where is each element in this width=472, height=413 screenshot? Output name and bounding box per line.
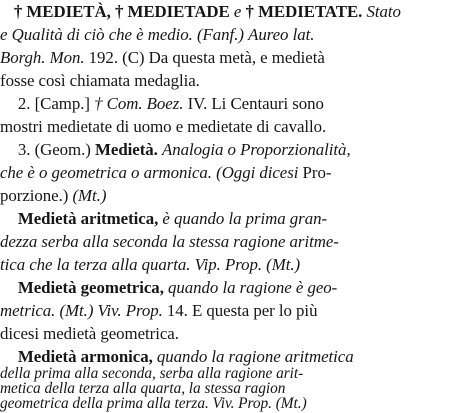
sense-3-definition-a: Analogia o Proporzionalità,	[161, 140, 351, 159]
sense-3-line-1	[0, 140, 468, 159]
sense-2-text-b: mostri medietate di uomo e medietate di cavallo.	[0, 117, 327, 136]
sense-3-definition-c: Pro-	[302, 163, 332, 182]
aritmetica-head: Medietà aritmetica,	[17, 209, 159, 228]
entry-line-3	[0, 48, 468, 67]
aritmetica-text-b: dezza serba alla seconda la stessa ragione aritme-	[0, 232, 339, 251]
geometrica-text-c: dicesi medietà geometrica.	[0, 324, 179, 343]
geometrica-text-b-roman: 14. E questa per lo più	[166, 301, 318, 320]
sense-3-number: 3.	[17, 140, 31, 159]
definition-text: e Qualità di ciò che è medio.	[0, 25, 193, 44]
armonica-head: Medietà armonica,	[17, 347, 153, 366]
geometrica-line-1	[0, 278, 468, 297]
armonica-text-b: della prima alla seconda, serba alla ragione arit-	[0, 365, 304, 382]
armonica-text-d: geometrica della prima alla terza. Viv. Prop. (Mt.)	[0, 395, 307, 412]
entry-line-2	[0, 25, 468, 44]
sense-3-area: (Geom.)	[34, 140, 91, 159]
sense-2-line-1	[0, 94, 468, 113]
sense-3-definition-b: che è o geometrica o armonica. (Oggi dicesi	[0, 163, 299, 182]
sense-2-line-2	[0, 117, 468, 136]
conjunction: e	[233, 2, 242, 21]
example-text-1a: Da questa metà, e medietà	[148, 48, 325, 67]
entry-line-4	[0, 71, 468, 90]
sense-3-definition-d: porzione.)	[0, 186, 69, 205]
definition-intro: Stato	[366, 2, 401, 21]
armonica-line-1	[0, 347, 468, 366]
sense-2-source: † Com. Boez.	[94, 94, 184, 113]
sense-3-head: Medietà.	[95, 140, 158, 159]
geometrica-head: Medietà geometrica,	[17, 278, 164, 297]
source-fanf: (Fanf.)	[196, 25, 244, 44]
sense-3-line-3	[0, 186, 468, 205]
aritmetica-text-a: è quando la prima gran-	[162, 209, 328, 228]
aritmetica-text-c: tica che la terza alla quarta. Vip. Prop. (Mt.)	[0, 255, 301, 274]
sense-2-area: [Camp.]	[34, 94, 90, 113]
example-text-1b: fosse così chiamata medaglia.	[0, 71, 200, 90]
sense-2-number: 2.	[17, 94, 31, 113]
sense-3-line-2	[0, 163, 468, 182]
source-aureo: Aureo lat.	[248, 25, 315, 44]
headword-final: † MEDIETATE.	[245, 2, 363, 21]
source-borgh: Borgh. Mon.	[0, 48, 85, 67]
headword-variants: † MEDIETÀ, † MEDIETADE	[13, 2, 230, 21]
geometrica-line-3	[0, 324, 468, 343]
geometrica-text-b: metrica. (Mt.) Viv. Prop.	[0, 301, 163, 320]
aritmetica-line-3	[0, 255, 468, 274]
armonica-line-4	[0, 396, 468, 412]
source-page: 192.	[88, 48, 118, 67]
armonica-text-a: quando la ragione aritmetica	[156, 347, 354, 366]
geometrica-text-a: quando la ragione è geo-	[168, 278, 338, 297]
aritmetica-line-2	[0, 232, 468, 251]
aritmetica-line-1	[0, 209, 468, 228]
armonica-text-c: metica della terza alla quarta, la stessa ragion	[0, 380, 286, 397]
sense-2-text-a: Li Centauri sono	[211, 94, 324, 113]
source-c: (C)	[122, 48, 145, 67]
geometrica-line-2	[0, 301, 468, 320]
entry-line-1	[0, 2, 468, 21]
sense-3-source: (Mt.)	[72, 186, 107, 205]
sense-2-book: IV.	[187, 94, 208, 113]
